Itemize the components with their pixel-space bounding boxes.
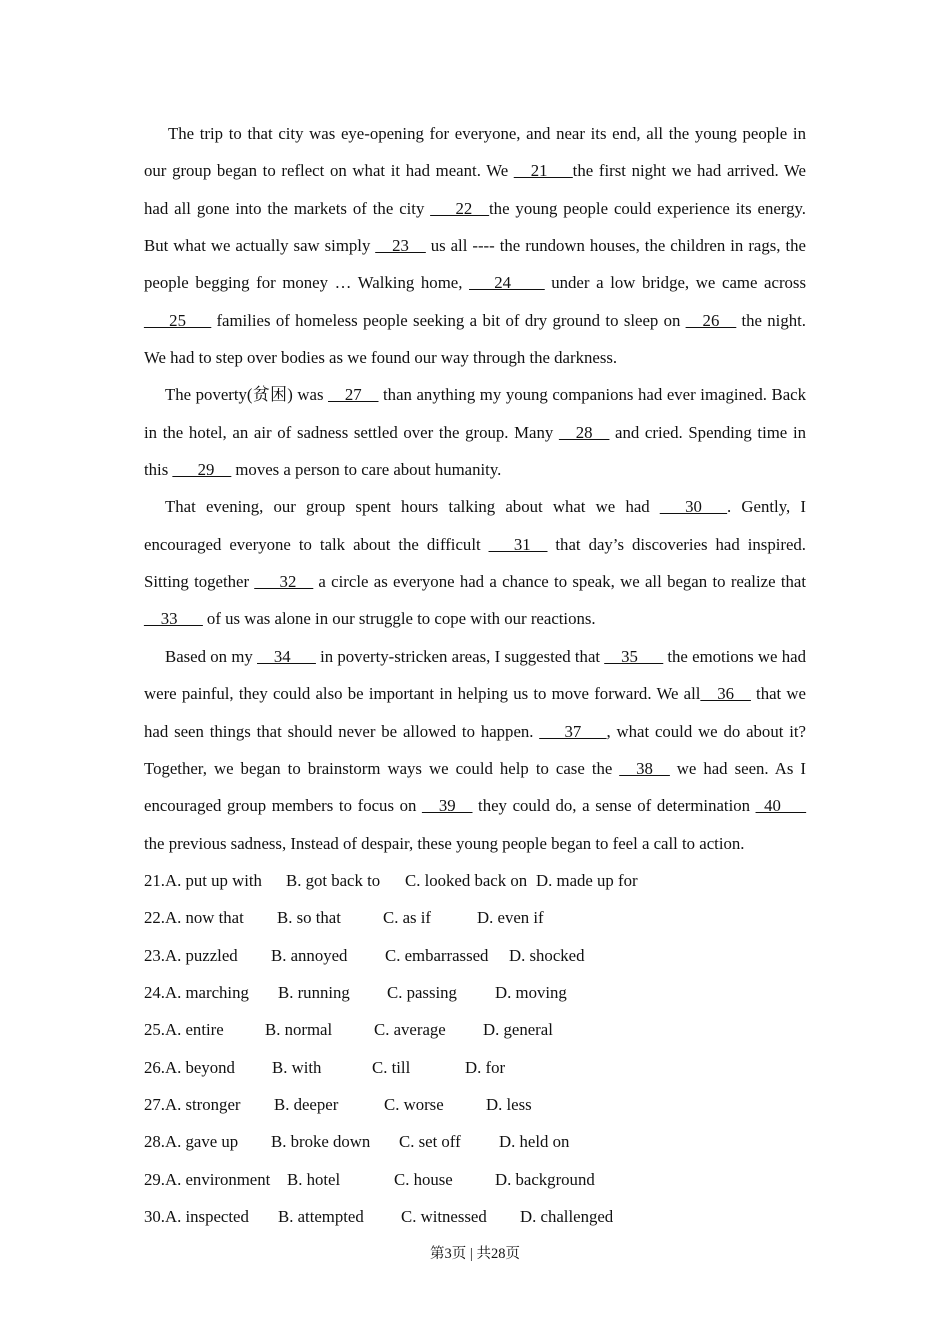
option-21-a: 21.A. put up with (144, 870, 262, 890)
blank-35: __35___ (604, 646, 664, 666)
question-23-options (144, 937, 806, 974)
option-25-a: 25.A. entire (144, 1020, 224, 1040)
option-21-c: C. looked back on (405, 870, 528, 890)
option-22-d: D. even if (477, 908, 544, 928)
option-29-c: C. house (394, 1169, 453, 1189)
blank-37: ___37___ (539, 721, 607, 741)
passage-text: they could do, a sense of determination (472, 796, 756, 816)
passage-line (144, 713, 806, 750)
question-27-options (144, 1086, 806, 1123)
passage-line (144, 488, 806, 525)
blank-29: ___29__ (172, 460, 232, 480)
passage-text: a circle as everyone had a chance to speak, we all began to realize that (313, 572, 806, 592)
passage-text: Based on my (165, 646, 258, 666)
blank-23: __23__ (375, 236, 426, 256)
blank-39: __39__ (422, 796, 473, 816)
passage-line (144, 600, 806, 637)
option-23-d: D. shocked (509, 945, 585, 965)
option-25-b: B. normal (265, 1020, 333, 1040)
passage-text: the previous sadness, Instead of despair, these young people began to feel a call to action. (144, 833, 745, 853)
option-26-a: 26.A. beyond (144, 1057, 235, 1077)
question-21-options (144, 862, 806, 899)
option-26-c: C. till (372, 1057, 411, 1077)
option-30-b: B. attempted (278, 1206, 364, 1226)
passage-line (144, 414, 806, 451)
option-27-c: C. worse (384, 1094, 444, 1114)
option-22-b: B. so that (277, 908, 341, 928)
blank-36: __36__ (700, 684, 751, 704)
paragraph-2 (144, 376, 806, 488)
passage-line (144, 302, 806, 339)
question-24-options (144, 974, 806, 1011)
passage-text: that we (750, 684, 807, 704)
passage-line (144, 115, 806, 152)
option-24-d: D. moving (495, 982, 567, 1002)
option-28-c: C. set off (399, 1132, 461, 1152)
option-26-d: D. for (465, 1057, 506, 1077)
blank-24: ___24____ (469, 273, 545, 293)
option-25-d: D. general (483, 1020, 553, 1040)
passage-text: we had seen. As I (669, 758, 806, 778)
passage-text: had all gone into the markets of the city (144, 198, 431, 218)
option-21-b: B. got back to (286, 870, 381, 890)
passage-text: this (144, 460, 173, 480)
passage-line (144, 787, 806, 824)
option-30-a: 30.A. inspected (144, 1206, 249, 1226)
option-24-b: B. running (278, 982, 350, 1002)
passage-text: Sitting together (144, 572, 255, 592)
blank-38: __38__ (619, 758, 670, 778)
passage-text: had seen things that should never be allowed to happen. (144, 721, 540, 741)
passage-text: people begging for money … Walking home, (144, 273, 470, 293)
passage-text: The trip to that city was eye-opening for everyone, and near its end, all the young people in (168, 124, 806, 143)
passage-line (144, 825, 806, 862)
passage-text: the young people could experience its energy. (489, 198, 806, 218)
blank-25: ___25___ (144, 310, 212, 330)
option-29-b: B. hotel (287, 1169, 341, 1189)
option-26-b: B. with (272, 1057, 322, 1077)
passage-line (144, 563, 806, 600)
option-22-c: C. as if (383, 908, 432, 928)
blank-40: _40___ (755, 796, 807, 816)
option-23-b: B. annoyed (271, 945, 348, 965)
blank-32: ___32__ (254, 572, 314, 592)
passage-line (144, 190, 806, 227)
option-27-d: D. less (486, 1094, 532, 1114)
passage-text: and cried. Spending time in (609, 422, 806, 442)
option-22-a: 22.A. now that (144, 908, 244, 928)
option-24-a: 24.A. marching (144, 982, 249, 1002)
blank-33: __33___ (144, 609, 203, 629)
passage-line (144, 152, 806, 189)
blank-28: __28__ (558, 422, 610, 442)
passage-text: us all ---- the rundown houses, the children in rags, the (425, 236, 806, 256)
option-23-c: C. embarrassed (385, 945, 489, 965)
option-29-a: 29.A. environment (144, 1169, 271, 1189)
option-27-a: 27.A. stronger (144, 1094, 241, 1114)
blank-26: __26__ (685, 310, 737, 330)
passage-text: We had to step over bodies as we found our way through the darkness. (144, 348, 618, 368)
passage-text: of us was alone in our struggle to cope with our reactions. (202, 609, 596, 629)
paragraph-4 (144, 638, 806, 862)
passage-line (144, 750, 806, 787)
blank-22: ___22__ (430, 198, 490, 218)
passage-line (144, 451, 806, 488)
passage-text: , what could we do about it? (606, 721, 806, 741)
passage-text: under a low bridge, we came across (544, 273, 806, 293)
passage-text: were painful, they could also be important in helping us to move forward. We all (144, 684, 701, 704)
passage-text: the night. (736, 310, 806, 330)
passage-text: But what we actually saw simply (144, 236, 376, 256)
question-29-options (144, 1161, 806, 1198)
option-30-d: D. challenged (520, 1206, 614, 1226)
passage-text: families of homeless people seeking a bit of dry ground to sleep on (211, 310, 686, 330)
option-28-a: 28.A. gave up (144, 1132, 239, 1152)
passage-text: in poverty-stricken areas, I suggested that (315, 646, 605, 666)
paragraph-1 (144, 115, 806, 376)
option-30-c: C. witnessed (401, 1206, 487, 1226)
passage-text: in the hotel, an air of sadness settled over the group. Many (144, 422, 559, 442)
blank-30: ___30___ (659, 497, 728, 517)
passage-line (144, 675, 806, 712)
passage-text: encouraged everyone to talk about the difficult (144, 534, 489, 554)
passage-line (144, 339, 806, 376)
option-21-d: D. made up for (536, 870, 638, 890)
option-28-b: B. broke down (271, 1132, 371, 1152)
passage-line (144, 264, 806, 301)
passage-text: our group began to reflect on what it had meant. We (144, 161, 514, 181)
passage-text: encouraged group members to focus on (144, 796, 423, 816)
option-29-d: D. background (495, 1169, 595, 1189)
passage-text: The poverty(贫困) was (165, 385, 329, 405)
passage-text: moves a person to care about humanity. (231, 460, 502, 480)
page-number-footer: 第3页 | 共28页 (430, 1246, 520, 1262)
paragraph-3 (144, 488, 806, 637)
option-25-c: C. average (374, 1020, 446, 1040)
question-22-options (144, 899, 806, 936)
passage-line (144, 376, 806, 413)
blank-27: __27__ (328, 385, 379, 405)
passage-line (144, 638, 806, 675)
option-27-b: B. deeper (274, 1094, 339, 1114)
cloze-passage (144, 115, 806, 1235)
passage-text: the emotions we had (663, 646, 806, 666)
blank-21: __21___ (513, 161, 573, 181)
passage-line (144, 227, 806, 264)
passage-text: Together, we began to brainstorm ways we could help to case the (144, 758, 620, 778)
question-28-options (144, 1123, 806, 1160)
passage-text: the first night we had arrived. We (572, 161, 806, 181)
option-24-c: C. passing (387, 982, 457, 1002)
passage-text: that day’s discoveries had inspired. (547, 534, 807, 554)
blank-31: ___31__ (488, 534, 548, 554)
passage-text: than anything my young companions had ever imagined. Back (378, 385, 806, 405)
passage-text: That evening, our group spent hours talking about what we had (165, 497, 660, 517)
option-28-d: D. held on (499, 1132, 570, 1152)
answer-options (144, 862, 806, 1235)
question-25-options (144, 1011, 806, 1048)
passage-line (144, 526, 806, 563)
blank-34: __34___ (257, 646, 316, 666)
option-23-a: 23.A. puzzled (144, 945, 238, 965)
question-30-options (144, 1198, 806, 1235)
passage-text: . Gently, I (727, 497, 806, 517)
question-26-options (144, 1049, 806, 1086)
